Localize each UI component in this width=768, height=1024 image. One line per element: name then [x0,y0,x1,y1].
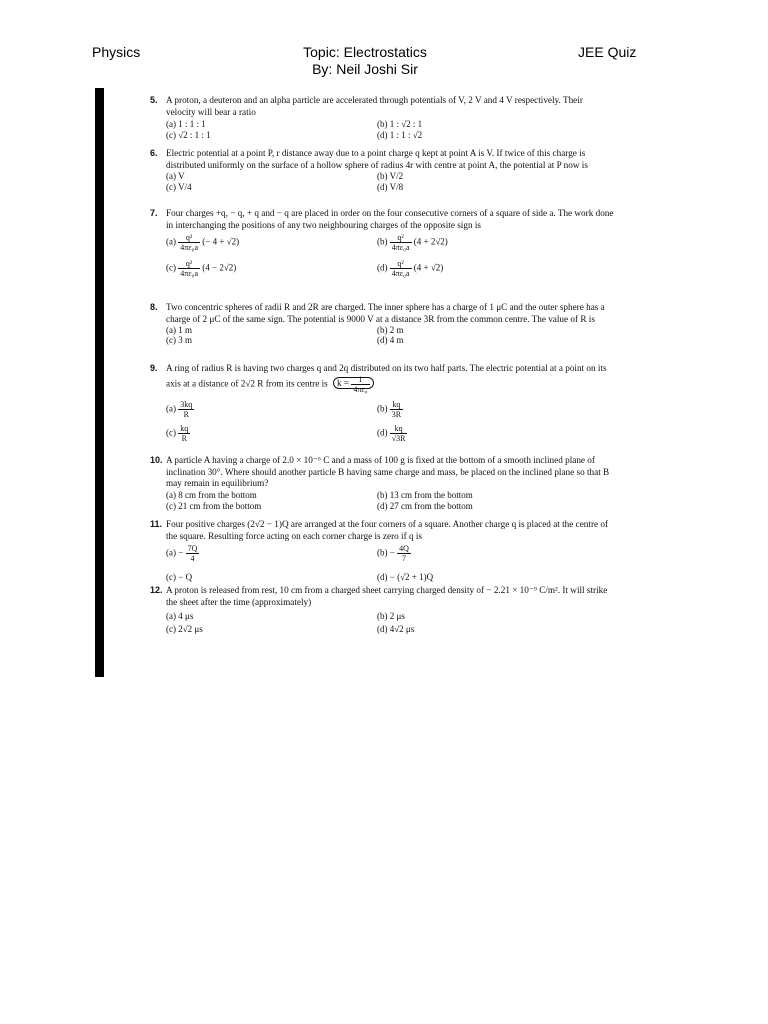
option-a [166,400,194,419]
option-label: (b) [377,236,388,247]
option-d: (d) 1 : 1 : √2 [377,130,423,140]
question-text-body: A ring of radius R is having two charges q and 2q distributed on its two half parts. The electric potential at a point on its axis at a distance of 2√2 R from its centre is [166,363,607,389]
denominator: R [181,433,187,443]
question-number: 5. [150,95,158,105]
question-text: A particle A having a charge of 2.0 × 10⁻⁶ C and a mass of 100 g is fixed at the bottom of a smooth inclined plane of inclination 30°. Where should another particle B having same charge and mass, be placed on the inclined plane so that B may remain in equilibrium? [166,455,610,488]
fraction [178,424,190,443]
option-d: (d) 4 m [377,335,404,345]
option-c: (c) − Q [166,572,193,582]
question-text: Four positive charges (2√2 − 1)Q are arranged at the four corners of a square. Another charge q is placed at the centre of the square. Resulting force acting on each corner charge is zero if q is [166,519,609,541]
question-number: 12. [150,585,163,595]
option-a: (a) 1 m [166,325,192,335]
subject-label: Physics [92,44,141,60]
option-b: (b) 1 : √2 : 1 [377,119,423,129]
question-number: 10. [150,455,163,465]
option-b [377,233,448,252]
numerator: q² [390,233,412,243]
option-d: (d) 27 cm from the bottom [377,500,473,511]
option-label: (a) [166,547,176,558]
fraction [397,544,411,563]
denominator: R [183,409,189,419]
numerator: kq [390,400,403,410]
option-d [377,259,443,278]
question-text: Electric potential at a point P, r distance away due to a point charge q kept at point A is V. If twice of this charge is distributed uniformly on the surface of a hollow sphere of radius 4r with centre at point A, the potential at P now is [166,148,588,170]
option-d: (d) 4√2 μs [377,624,415,634]
option-tail: (4 + 2√2) [413,236,448,247]
option-b: (b) 13 cm from the bottom [377,489,473,500]
option-c: (c) 2√2 μs [166,624,203,634]
question-number: 11. [150,519,163,529]
fraction [390,259,412,278]
option-b [377,544,411,563]
option-c: (c) 3 m [166,335,192,345]
option-c [166,259,236,278]
option-label: (d) [377,262,388,273]
option-a: (a) 8 cm from the bottom [166,489,257,500]
question-6 [150,148,614,194]
option-label: (c) [166,427,176,438]
option-label: (a) [166,403,176,414]
denominator: 4 [190,554,195,563]
denominator: 4πε₀a [391,243,410,252]
option-tail: (− 4 + √2) [202,236,240,247]
fraction [390,424,408,443]
denominator: 4πε₀a [180,243,198,252]
fraction [390,233,412,252]
question-8 [150,302,614,348]
option-a [166,544,199,563]
denominator: 7 [401,554,406,563]
question-sheet [104,88,677,677]
question-text: Four charges +q, − q, + q and − q are placed in order on the four consecutive corners of a square of side a. The work done in interchanging the positions of any two neighbouring charges of the opposite sign is [166,208,614,230]
minus-sign: − [178,547,184,558]
option-c: (c) √2 : 1 : 1 [166,130,211,140]
option-c: (c) 21 cm from the bottom [166,500,262,511]
fraction [186,544,200,563]
numerator: 1 [351,375,369,385]
option-c [166,424,190,443]
numerator: q² [178,259,200,269]
topic-title: Topic: Electrostatics [303,44,427,60]
quiz-label: JEE Quiz [578,44,637,60]
fraction [178,400,194,419]
k-definition [333,374,374,394]
denominator: √3R [391,433,406,443]
numerator: q² [178,233,200,243]
numerator: q² [390,259,412,269]
question-5 [150,95,614,141]
option-label: (c) [166,262,176,273]
option-c: (c) V/4 [166,182,192,192]
option-tail: (4 − 2√2) [202,262,237,273]
question-text: A proton is released from rest, 10 cm from a charged sheet carrying charged density of − 2.21 × 10⁻⁹ C/m². It will strike the sheet after the time (approximately) [166,585,608,607]
author-line: By: Neil Joshi Sir [312,61,418,77]
question-text: A proton, a deuteron and an alpha particle are accelerated through potentials of V, 2 V and 4 V respectively. Their velocity will bear a ratio [166,95,583,117]
question-number: 9. [150,363,158,373]
option-label: (d) [377,427,388,438]
question-12 [150,585,614,637]
question-number: 8. [150,302,158,312]
denominator: 4πε₀a [180,269,198,278]
question-text: Two concentric spheres of radii R and 2R are charged. The inner sphere has a charge of 1 μC and the outer sphere has a charge of 2 μC of the same sign. The potential is 9000 V at a distance 3R from the common centre. The value of R is [166,302,605,324]
option-a [166,233,239,252]
option-label: (b) [377,403,388,414]
numerator: 4Q [399,544,409,553]
question-text [166,363,614,394]
question-number: 6. [150,148,158,158]
option-d [377,424,407,443]
option-b: (b) 2 m [377,325,404,335]
denominator: 3R [391,409,402,419]
numerator: kq [180,423,189,433]
fraction [178,259,200,278]
minus-sign: − [389,547,395,558]
numerator: 3kq [180,399,193,409]
option-label: (b) [377,547,388,558]
question-7 [150,208,614,291]
denominator: 4πε₀ [353,384,368,394]
question-10 [150,455,614,513]
option-a: (a) V [166,171,185,181]
question-number: 7. [150,208,158,218]
option-d: (d) − (√2 + 1)Q [377,572,434,582]
option-tail: (4 + √2) [413,262,444,273]
numerator: kq [390,424,408,434]
option-b [377,400,403,419]
numerator: 7Q [187,544,198,553]
fraction [351,375,369,394]
question-9 [150,363,614,452]
option-a: (a) 1 : 1 : 1 [166,119,206,129]
k-prefix: k = [337,378,350,389]
option-d: (d) V/8 [377,182,404,192]
fraction [390,400,403,419]
option-label: (a) [166,236,176,247]
option-a: (a) 4 μs [166,611,194,621]
option-b: (b) V/2 [377,171,404,181]
fraction [178,233,200,252]
scan-left-border [95,88,104,677]
denominator: 4πε₀a [391,269,410,278]
option-b: (b) 2 μs [377,611,405,621]
